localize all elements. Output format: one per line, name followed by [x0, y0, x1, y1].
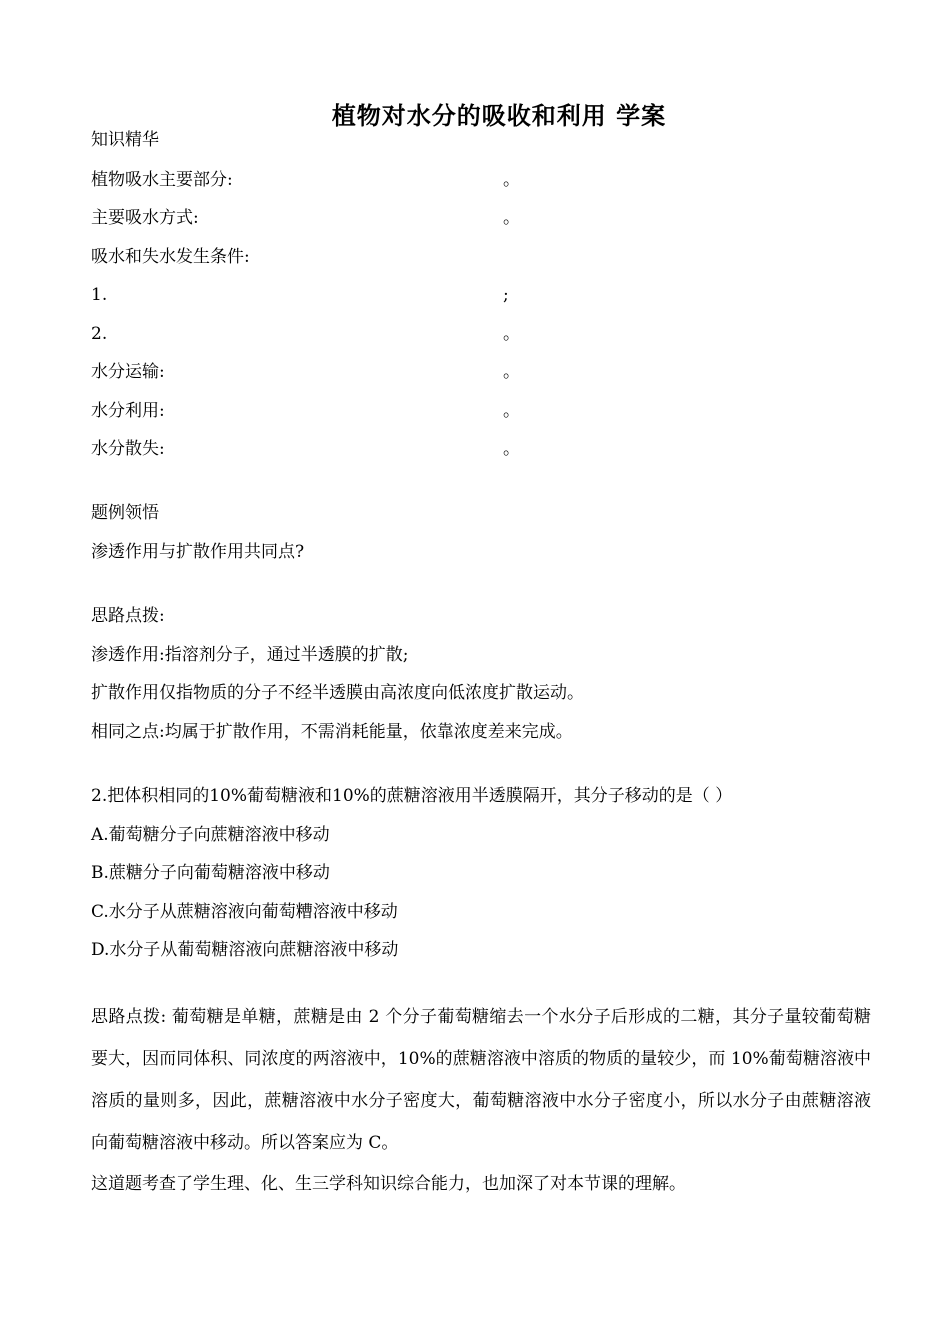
knowledge-row-label: 水分散失:	[91, 439, 165, 459]
knowledge-row-end: 。	[503, 170, 520, 190]
option-c: C.水分子从蔗糖溶液向葡萄糟溶液中移动	[91, 902, 398, 922]
hint-heading: 思路点拨:	[91, 606, 165, 626]
section-heading-example: 题例领悟	[91, 503, 159, 523]
hint-line: 渗透作用:指溶剂分子，通过半透膜的扩散;	[91, 645, 409, 665]
option-d: D.水分子从葡萄糖溶液向蔗糖溶液中移动	[91, 940, 399, 960]
knowledge-row-label: 植物吸水主要部分:	[91, 170, 233, 190]
knowledge-row-label: 水分利用:	[91, 401, 165, 421]
knowledge-row-label: 2.	[91, 324, 108, 344]
knowledge-row-end: 。	[503, 208, 520, 228]
knowledge-row-end: 。	[503, 362, 520, 382]
knowledge-row-end: ;	[503, 285, 509, 305]
conclusion: 这道题考查了学生理、化、生三学科知识综合能力，也加深了对本节课的理解。	[91, 1174, 686, 1194]
page-title: 植物对水分的吸收和利用 学案	[331, 102, 667, 130]
section-heading-knowledge: 知识精华	[91, 130, 159, 150]
option-a: A.葡萄糖分子向蔗糖溶液中移动	[91, 825, 330, 845]
knowledge-row-end: 。	[503, 401, 520, 421]
analysis-paragraph: 思路点拨: 葡萄糖是单糖，蔗糖是由 2 个分子葡萄糖缩去一个水分子后形成的二糖，其分子量较葡萄糖要大，因而同体积、同浓度的两溶液中，10%的蔗糖溶液中溶质的物质的量较少，而 10%葡萄糖溶液中溶质的量则多，因此，蔗糖溶液中水分子密度大，葡萄糖溶液中水分子密度小，所以水分子由蔗糖溶液向葡萄糖溶液中移动。所以答案应为 C。	[91, 1007, 871, 1153]
hint-line: 扩散作用仅指物质的分子不经半透膜由高浓度向低浓度扩散运动。	[91, 683, 584, 703]
knowledge-row-label: 吸水和失水发生条件:	[91, 247, 250, 267]
knowledge-row-label: 水分运输:	[91, 362, 165, 382]
knowledge-row-label: 1.	[91, 285, 108, 305]
knowledge-row-end: 。	[503, 324, 520, 344]
knowledge-row-end: 。	[503, 439, 520, 459]
option-b: B.蔗糖分子向葡萄糖溶液中移动	[91, 863, 330, 883]
knowledge-row-label: 主要吸水方式:	[91, 208, 199, 228]
hint-line: 相同之点:均属于扩散作用，不需消耗能量，依靠浓度差来完成。	[91, 722, 573, 742]
question-1: 渗透作用与扩散作用共同点?	[91, 542, 305, 562]
question-2: 2.把体积相同的10%葡萄糖液和10%的蔗糖溶液用半透膜隔开，其分子移动的是（ ）	[91, 786, 733, 806]
